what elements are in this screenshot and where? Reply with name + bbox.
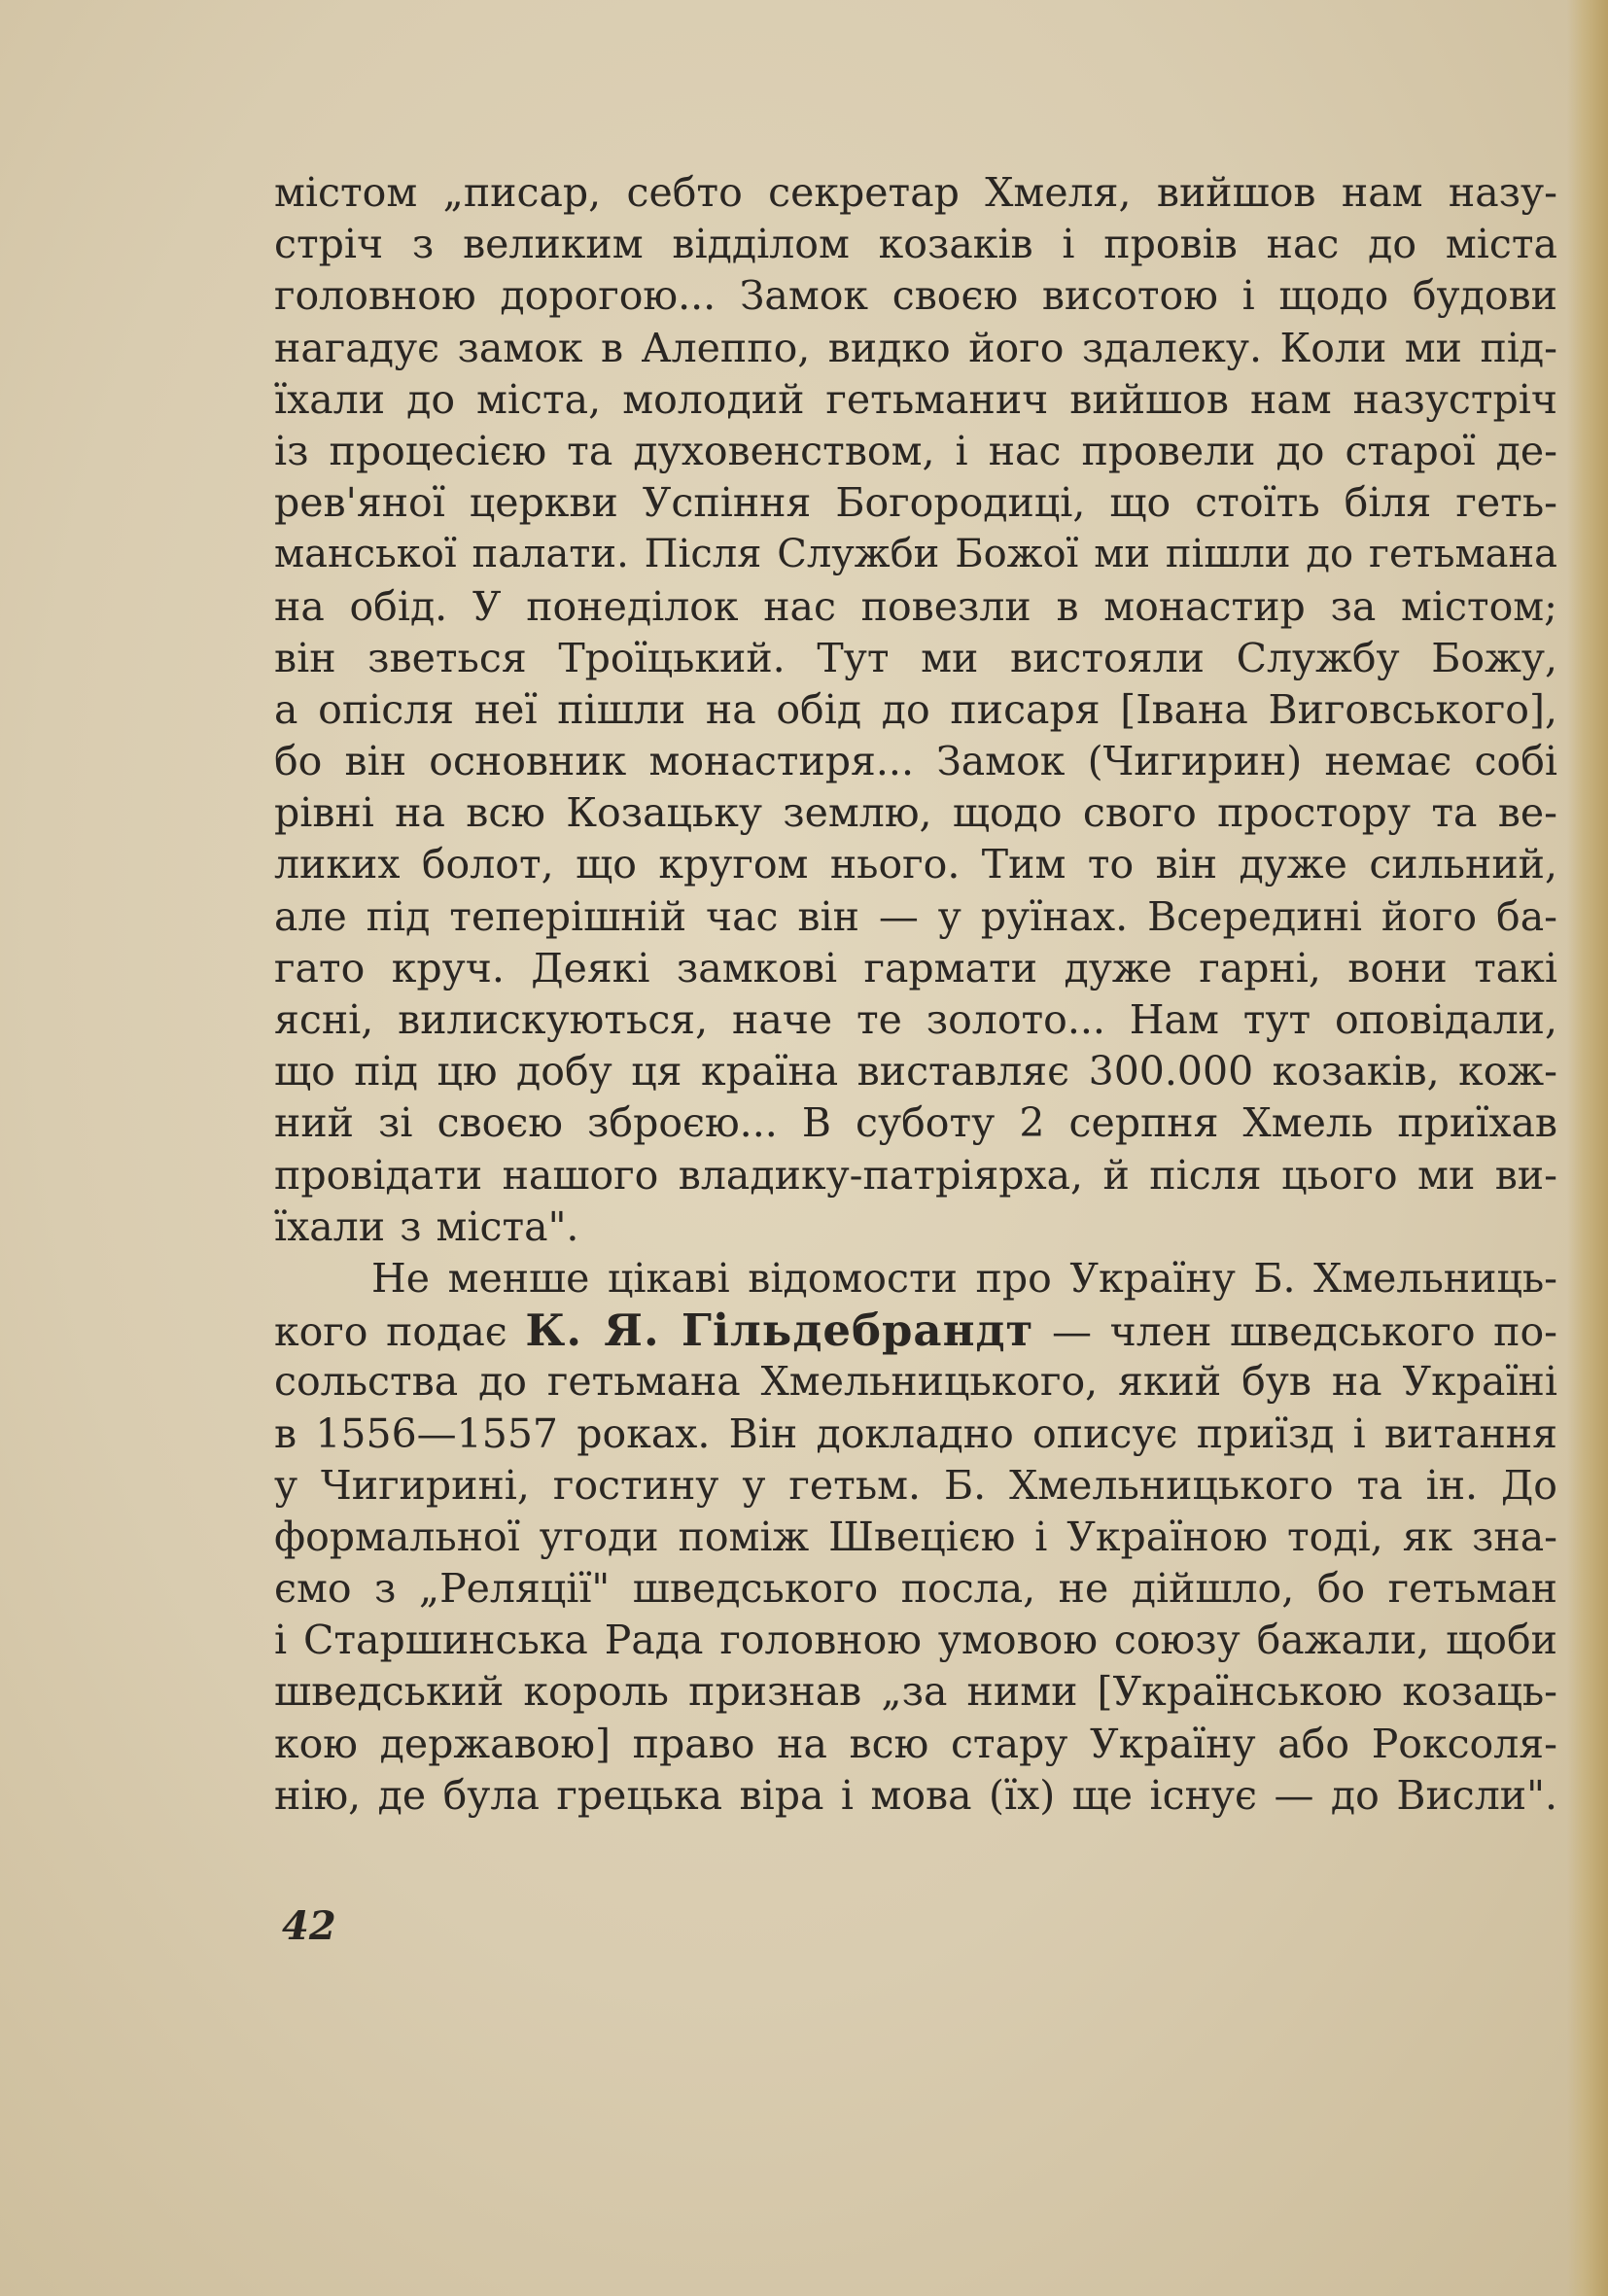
text-line: ний зі своєю зброєю... В суботу 2 серпня Хмель приїхав: [274, 1099, 1557, 1147]
text-span: кого подає: [274, 1308, 526, 1356]
text-line: ясні, вилискуються, наче те золото... Нам тут оповідали,: [274, 996, 1557, 1043]
text-line: і Старшинська Рада головною умовою союзу бажали, щоби: [274, 1617, 1557, 1664]
text-line: він зветься Троїцький. Тут ми вистояли Службу Божу,: [274, 634, 1557, 681]
text-line: із процесією та духовенством, і нас провели до старої де-: [274, 427, 1557, 474]
text-line: нагадує замок в Алеппо, видко його здалеку. Коли ми під-: [274, 324, 1557, 371]
page-edge-shadow: [1567, 0, 1608, 2296]
text-line: рев'яної церкви Успіння Богородиці, що стоїть біля геть-: [274, 479, 1557, 527]
text-line: Не менше цікаві відомости про Україну Б. Хмельниць-: [371, 1254, 1557, 1302]
text-line: але під теперішній час він — у руїнах. Всередині його ба-: [274, 892, 1557, 940]
text-line: їхали з міста".: [274, 1202, 579, 1250]
text-line: гато круч. Деякі замкові гармати дуже гарні, вони такі: [274, 944, 1557, 991]
text-line: головною дорогою... Замок своєю висотою і щодо будови: [274, 272, 1557, 320]
text-line: манської палати. Після Служби Божої ми пішли до гетьмана: [274, 532, 1557, 577]
person-name: К. Я. Гільдебрандт: [525, 1305, 1034, 1357]
text-line: нію, де була грецька віра і мова (їх) ще існує — до Висли".: [274, 1771, 1557, 1819]
text-line: шведський король признав „за ними [Українською козаць-: [274, 1668, 1557, 1716]
text-line: бо він основник монастиря... Замок (Чигирин) немає собі: [274, 738, 1557, 785]
text-line: в 1556—1557 роках. Він докладно описує приїзд і витання: [274, 1409, 1557, 1457]
text-line: кою державою] право на всю стару Україну або Роксоля-: [274, 1720, 1557, 1767]
text-line: ємо з „Реляції" шведського посла, не дійшло, бо гетьман: [274, 1565, 1557, 1613]
text-line: а опісля неї пішли на обід до писаря [Івана Виговського],: [274, 685, 1557, 733]
body-text: [274, 167, 1557, 1822]
text-span: — член шведського по-: [1033, 1308, 1558, 1356]
text-line: провідати нашого владику-патріярха, й після цього ми ви-: [274, 1151, 1557, 1199]
text-line: їхали до міста, молодий гетьманич вийшов нам назустріч: [274, 375, 1557, 423]
text-line: сольства до гетьмана Хмельницького, який був на Україні: [274, 1358, 1557, 1406]
text-line: формальної угоди поміж Швецією і Україною тоді, як зна-: [274, 1513, 1557, 1560]
text-line: ликих болот, що кругом нього. Тим то він дуже сильний,: [274, 841, 1557, 888]
page-number: 42: [282, 1903, 336, 1949]
text-line: рівні на всю Козацьку землю, щодо свого простору та ве-: [274, 789, 1557, 837]
text-line: містом „писар, себто секретар Хмеля, вийшов нам назу-: [274, 169, 1557, 216]
text-line: [274, 1305, 1557, 1356]
text-line: у Чигирині, гостину у гетьм. Б. Хмельницького та ін. До: [274, 1461, 1557, 1509]
text-line: на обід. У понеділок нас повезли в монастир за містом;: [274, 582, 1557, 630]
text-line: що під цю добу ця країна виставляє 300.000 козаків, кож-: [274, 1048, 1557, 1096]
text-line: стріч з великим відділом козаків і провів нас до міста: [274, 221, 1557, 268]
paragraph-1: [274, 167, 1557, 1253]
paragraph-2: [274, 1253, 1557, 1822]
